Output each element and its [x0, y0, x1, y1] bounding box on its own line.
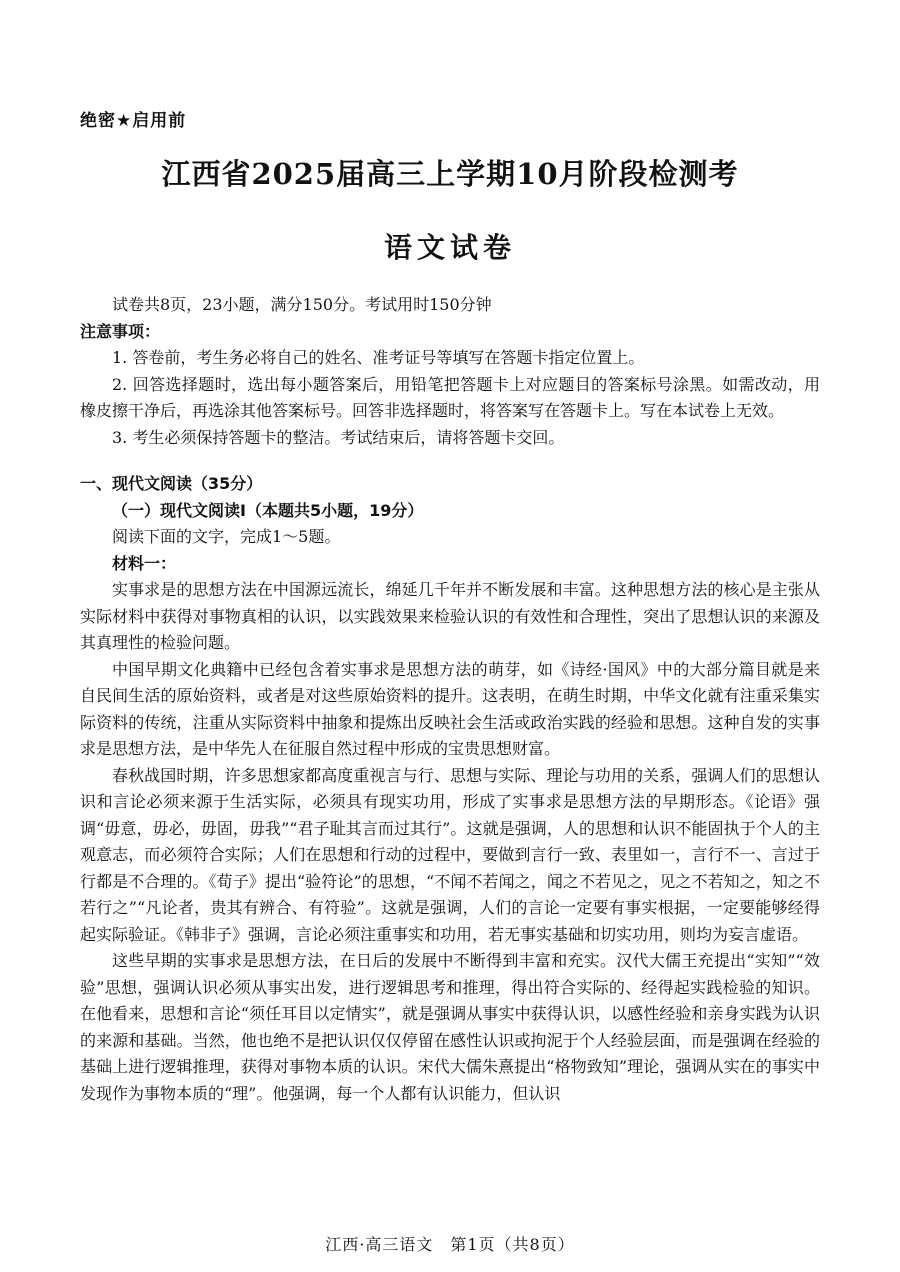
reading-instruction: 阅读下面的文字，完成1～5题。 — [112, 527, 341, 546]
paragraph-2: 中国早期文化典籍中已经包含着实事求是思想方法的萌芽，如《诗经·国风》中的大部分篇目就是来自民间生活的原始资料，或者是对这些原始资料的提升。这表明，在萌生时期，中华文化就有注重采集实际资料的传统，注重从实际资料中抽象和提炼出反映社会生活或政治实践的经验和思想。这种自发的实事求是思想方法，是中华先人在征服自然过程中形成的宝贵思想财富。 — [80, 659, 820, 758]
paragraph-1: 实事求是的思想方法在中国源远流长，绵延几千年并不断发展和丰富。这种思想方法的核心是主张从实际材料中获得对事物真相的认识，以实践效果来检验认识的有效性和合理性，突出了思想认识的来源及其真理性的检验问题。 — [80, 580, 820, 652]
exam-subtitle: 语文试卷 — [383, 231, 516, 264]
page-footer: 江西·高三语文 第1页（共8页） — [325, 1235, 575, 1254]
subsection-title: （一）现代文阅读Ⅰ（本题共5小题，19分） — [112, 500, 424, 520]
notice-title: 注意事项： — [80, 321, 161, 341]
notice-item-2: 2. 回答选择题时，选出每小题答案后，用铅笔把答题卡上对应题目的答案标号涂黑。如需改动，用橡皮擦干净后，再选涂其他答案标号。回答非选择题时，将答案写在答题卡上。写在本试卷上无效。 — [80, 374, 820, 420]
material-label: 材料一： — [112, 553, 177, 573]
paragraph-3: 春秋战国时期，许多思想家都高度重视言与行、思想与实际、理论与功用的关系，强调人们的思想认识和言论必须来源于生活实际，必须具有现实功用，形成了实事求是思想方法的早期形态。《论语》强调“毋意，毋必，毋固，毋我”“君子耻其言而过其行”。这就是强调，人的思想和认识不能固执于个人的主观意志，而必须符合实际；人们在思想和行动的过程中，要做到言行一致、表里如一，言行不一、言过于行都是不合理的。《荀子》提出“验符论”的思想，“不闻不若闻之，闻之不若见之，见之不若知之，知之不若行之”“凡论者，贵其有辨合、有符验”。这就是强调，人们的言论一定要有事实根据，一定要能够经得起实际验证。《韩非子》强调，言论必须注重事实和功用，若无事实基础和切实功用，则均为妄言虚语。 — [80, 765, 820, 944]
notice-item-3: 3. 考生必须保持答题卡的整洁。考试结束后，请将答题卡交回。 — [112, 427, 565, 447]
section-title: 一、现代文阅读（35分） — [80, 474, 263, 493]
document-body — [80, 292, 820, 1107]
paragraph-4: 这些早期的实事求是思想方法，在日后的发展中不断得到丰富和充实。汉代大儒王充提出“实知”“效验”思想，强调认识必须从事实出发，进行逻辑思考和推理，得出符合实际的、经得起实践检验的知识。在他看来，思想和言论“须任耳目以定情实”，就是强调从事实中获得认识，以感性经验和亲身实践为认识的来源和基础。当然，他也绝不是把认识仅仅停留在感性认识或拘泥于个人经验层面，而是强调在经验的基础上进行逻辑推理，获得对事物本质的认识。宋代大儒朱熹提出“格物致知”理论，强调从实在的事实中发现作为事物本质的“理”。他强调，每一个人都有认识能力，但认识 — [80, 951, 820, 1103]
secret-mark: 绝密★启用前 — [80, 111, 187, 131]
notice-item-1: 1. 答卷前，考生务必将自己的姓名、准考证号等填写在答题卡指定位置上。 — [112, 348, 645, 367]
exam-title: 江西省2025届高三上学期10月阶段检测考 — [161, 157, 739, 191]
exam-intro: 试卷共8页，23小题，满分150分。考试用时150分钟 — [112, 295, 492, 314]
